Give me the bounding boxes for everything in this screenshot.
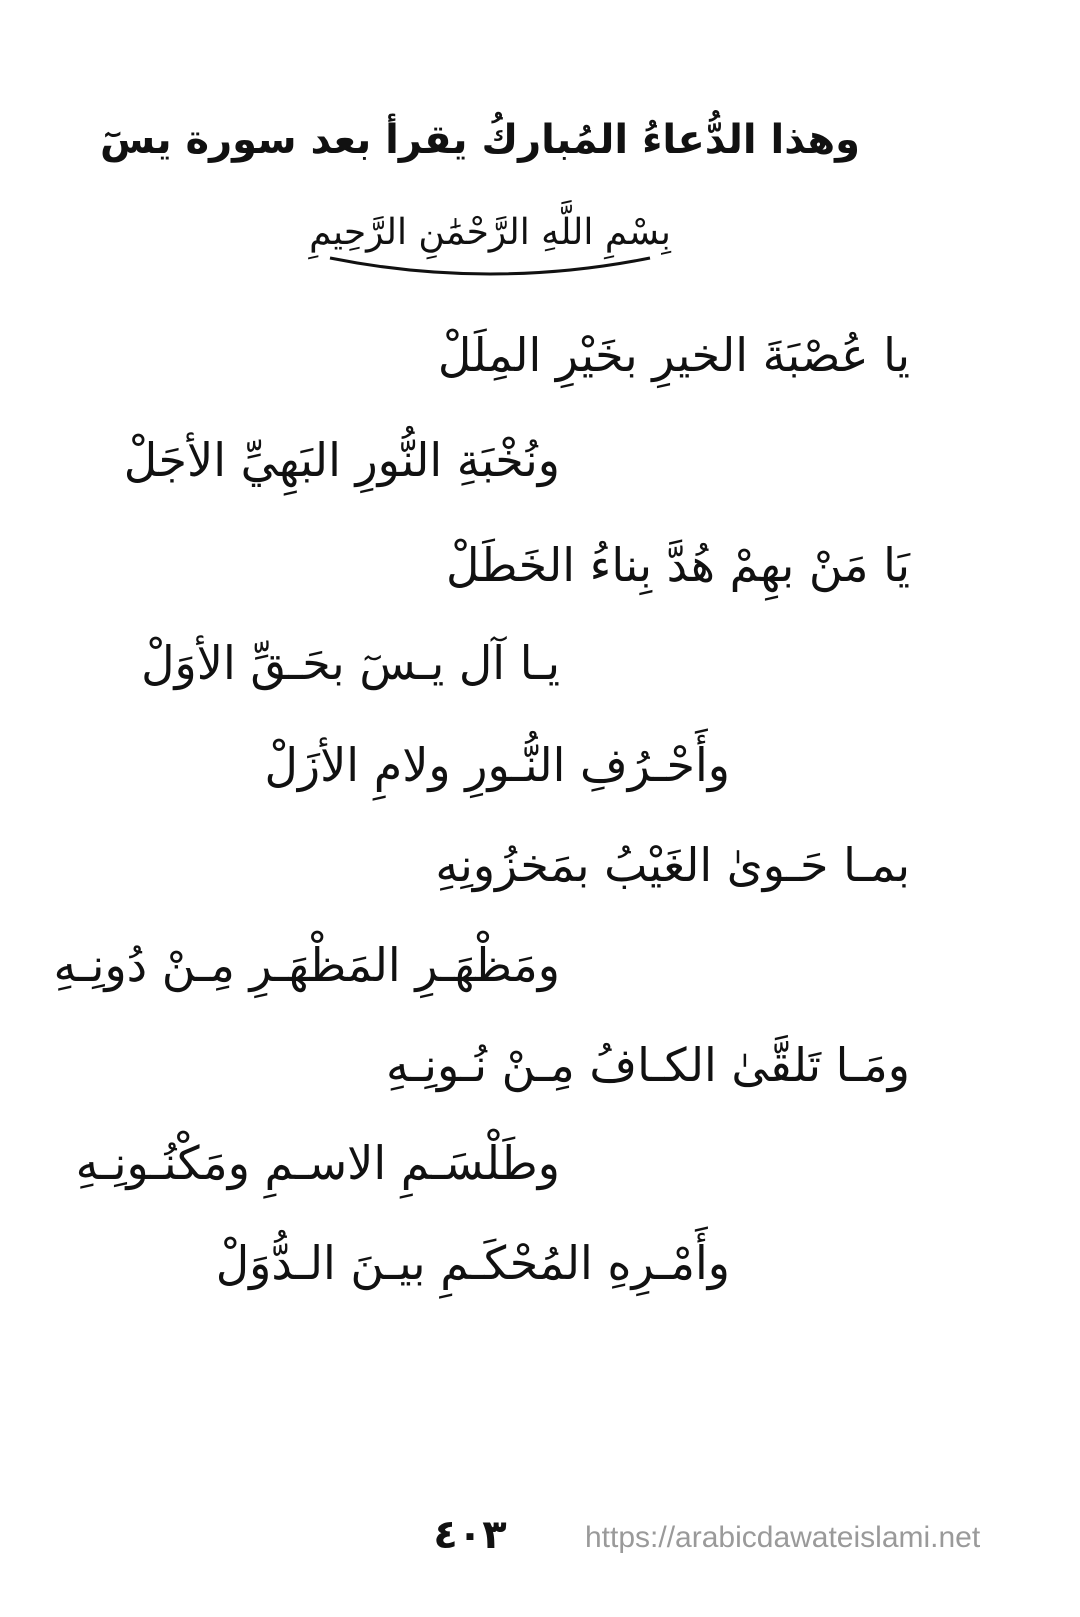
verse-line-2: ونُخْبَةِ النُّورِ البَهِيِّ الأجَلْ <box>123 433 560 487</box>
page-heading: وهذا الدُّعاءُ المُباركُ يقرأ بعد سورة يسٓ <box>100 117 860 163</box>
page-number: ٤٠٣ <box>433 1512 507 1558</box>
basmala-calligraphy <box>280 198 700 288</box>
basmala-flourish-icon <box>320 250 660 280</box>
verse-line-7: ومَظْهَـرِ المَظْهَـرِ مِـنْ دُونِـهِ <box>53 938 560 992</box>
verse-line-5: وأَحْـرُفِ النُّـورِ ولامِ الأزَلْ <box>264 738 730 792</box>
verse-line-6: بمـا حَـوىٰ الغَيْبُ بمَخزُونِهِ <box>435 838 910 892</box>
verse-line-1: يا عُصْبَةَ الخيرِ بخَيْرِ المِلَلْ <box>437 328 910 382</box>
watermark-url: https://arabicdawateislami.net <box>585 1521 981 1554</box>
verse-line-8: ومَـا تَلقَّىٰ الكـافُ مِـنْ نُـونِـهِ <box>386 1038 910 1092</box>
verse-line-9: وطَلْسَـمِ الاسـمِ ومَكْنُـونِـهِ <box>75 1136 560 1190</box>
verse-line-4: يـا آل يـسٓ بحَـقِّ الأوَلْ <box>141 636 560 690</box>
basmala-text: بِسْمِ اللَّهِ الرَّحْمَٰنِ الرَّحِيمِ <box>309 212 671 253</box>
verse-line-3: يَا مَنْ بهِمْ هُدَّ بِناءُ الخَطَلْ <box>446 538 910 592</box>
verse-line-10: وأَمْـرِهِ المُحْكَـمِ بيـنَ الـدُّوَلْ <box>215 1236 730 1290</box>
